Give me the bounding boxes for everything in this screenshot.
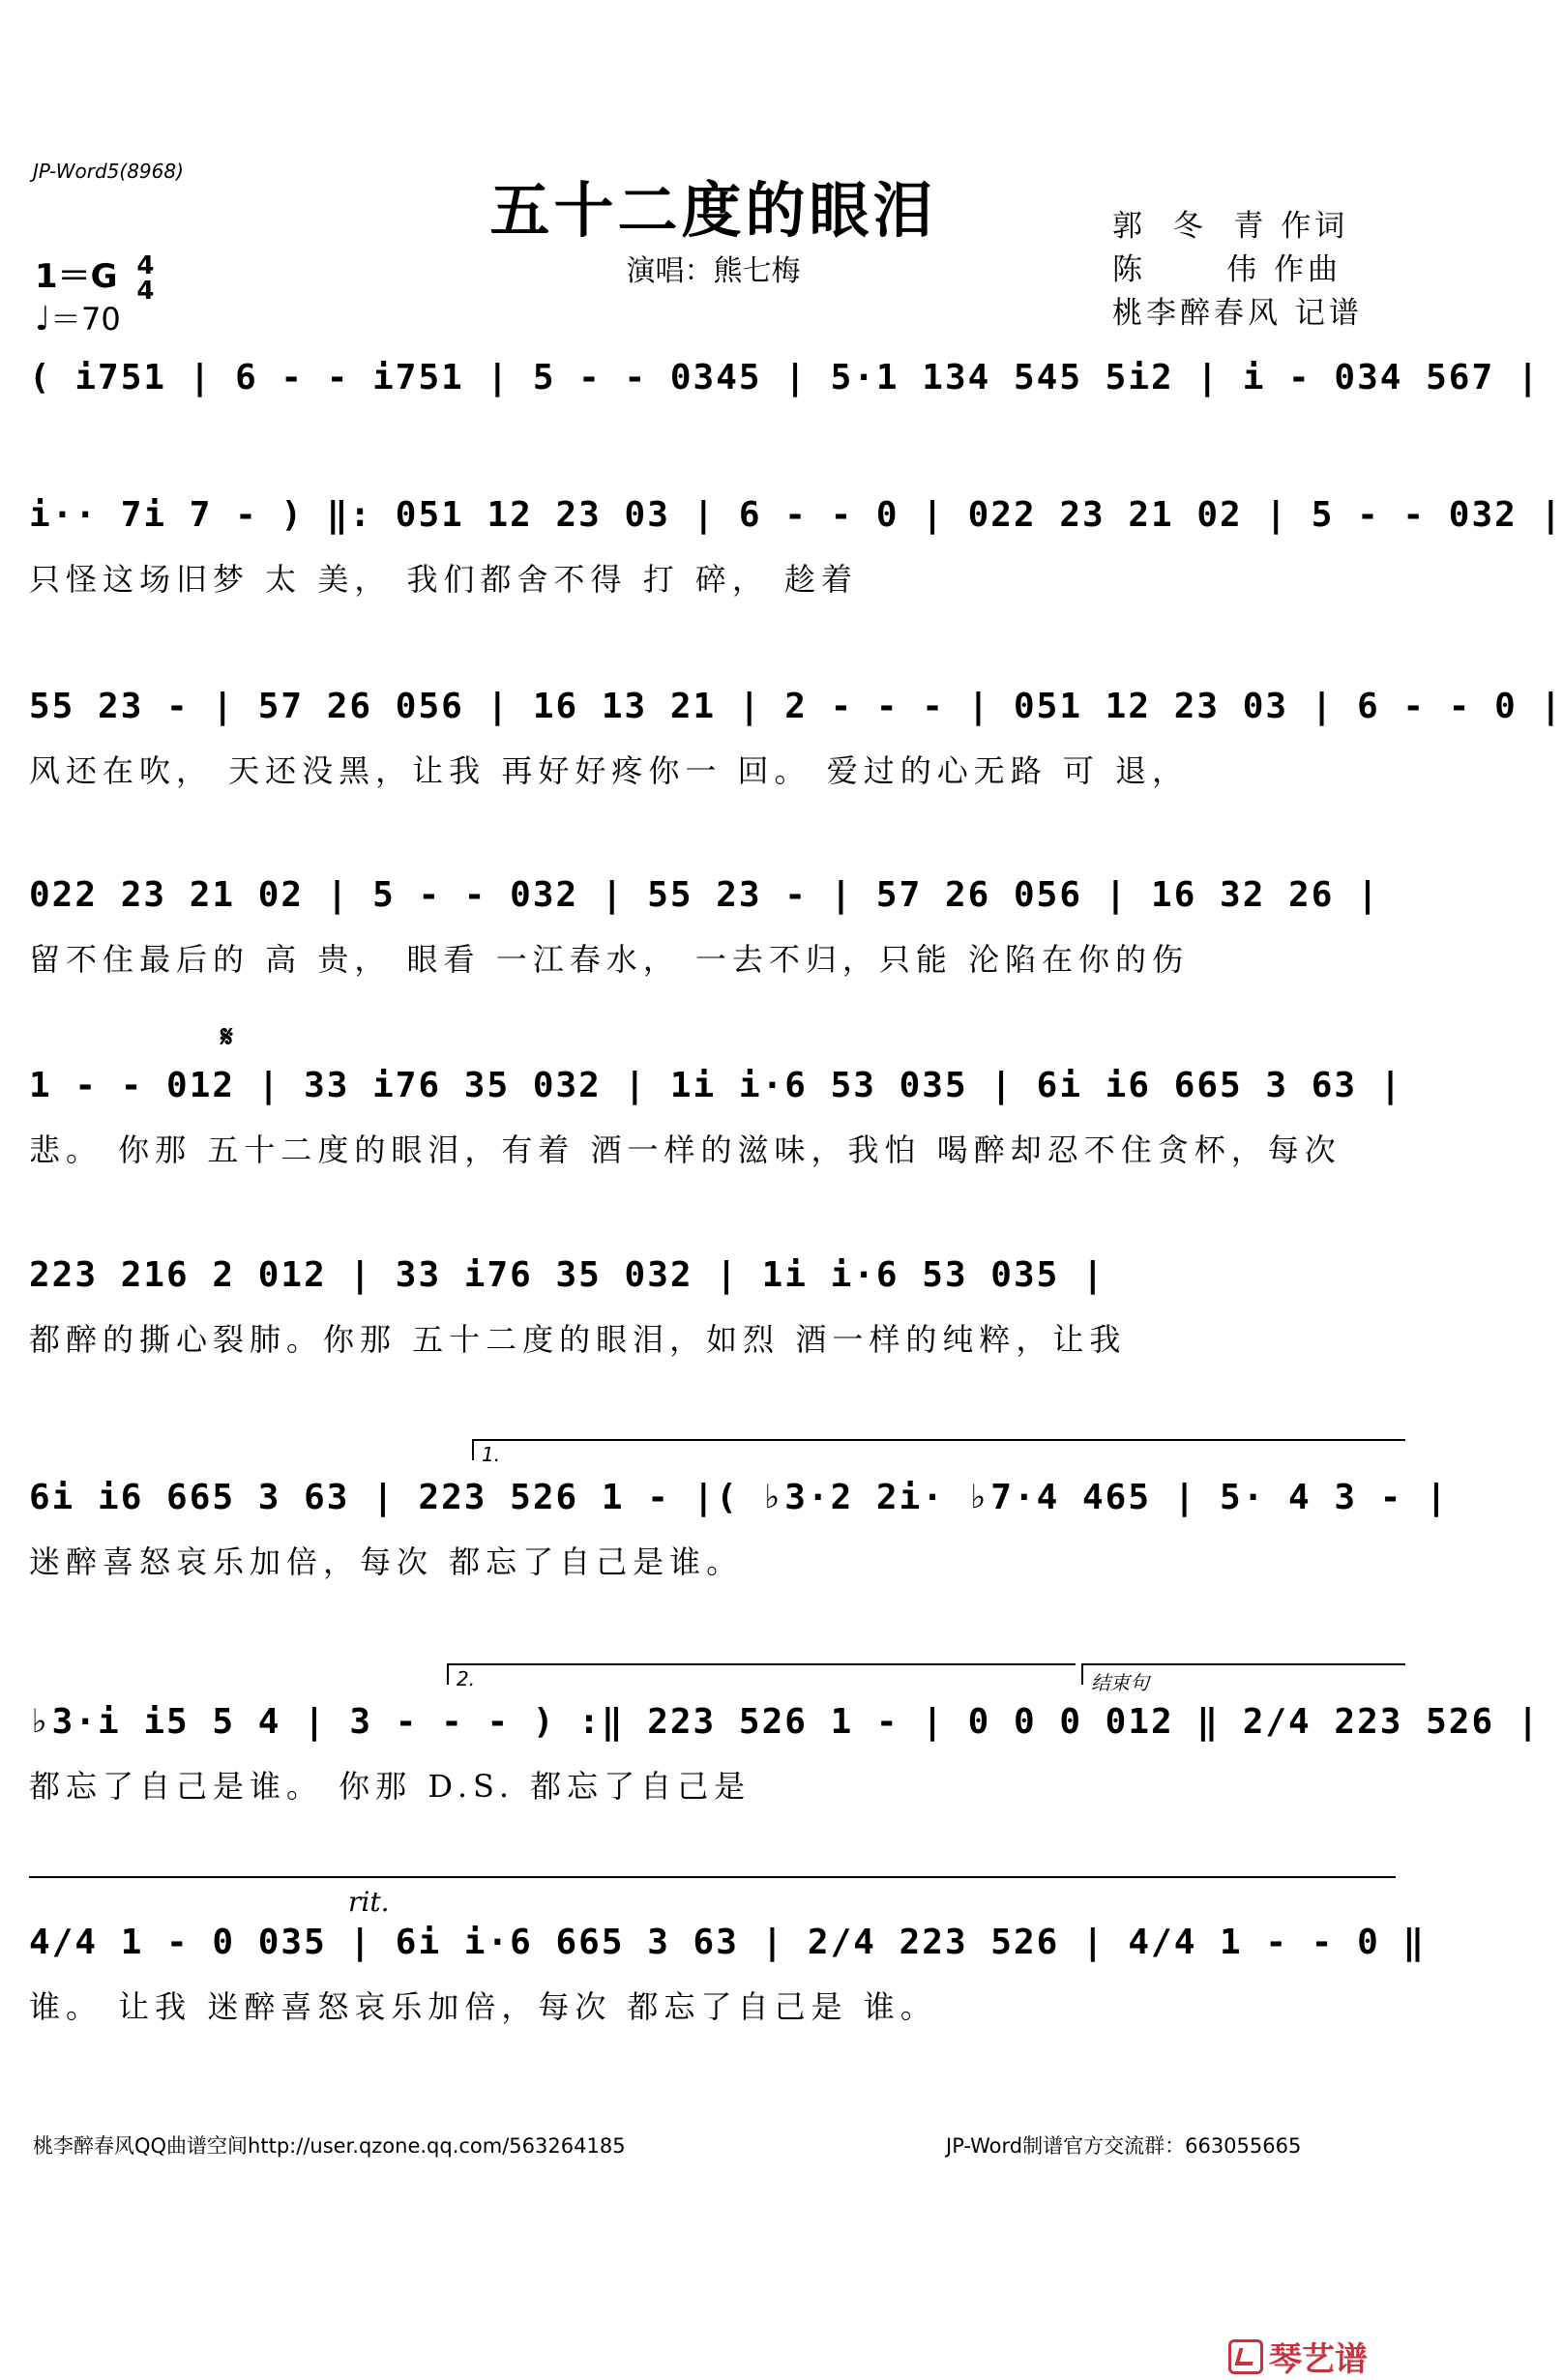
- notation: 1 - - 012 | 33 i76 35 032 | 1i i·6 53 035 | 6i i6 665 3 63 |: [29, 1066, 1403, 1105]
- coda-label: 结束句: [1081, 1663, 1405, 1685]
- footer-group: JP-Word制谱官方交流群：663055665: [946, 2134, 1302, 2158]
- score-line-3: [29, 687, 1563, 822]
- lyrics: 风还在吹， 天还没黑，让我 再好好疼你一 回。 爱过的心无路 可 退，: [29, 752, 1190, 789]
- score-line-5: [29, 1066, 1403, 1201]
- score-line-4: [29, 875, 1398, 1011]
- ritardando-mark: rit.: [348, 1886, 390, 1918]
- volta-2: 2.: [447, 1663, 1076, 1685]
- footer-source: 桃李醉春风QQ曲谱空间http://user.qzone.qq.com/563264185: [33, 2134, 626, 2158]
- score-line-9: [29, 1923, 1427, 2058]
- software-label: JP-Word5(8968): [33, 160, 184, 183]
- notation: 4/4 1 - 0 035 | 6i i·6 665 3 63 | 2/4 223 526 | 4/4 1 - - 0 ‖: [29, 1923, 1427, 1962]
- volta-1: 1.: [472, 1439, 1405, 1460]
- tempo-marking: [35, 295, 121, 339]
- key-label: 1＝G: [35, 257, 118, 296]
- time-bottom: 4: [136, 276, 155, 306]
- lyricist: 郭 冬 青 作词: [1112, 209, 1349, 244]
- credits: [1112, 205, 1363, 336]
- time-top: 4: [136, 250, 155, 280]
- score-line-7: [29, 1478, 1449, 1613]
- quarter-note-icon: ♩: [35, 300, 51, 338]
- bracket-line: [29, 1876, 1396, 1878]
- segno-icon: 𝄋: [221, 1020, 233, 1054]
- watermark-text: 琴艺谱: [1269, 2340, 1368, 2379]
- score-line-6: [29, 1255, 1398, 1391]
- notation: 55 23 - | 57 26 056 | 16 13 21 | 2 - - - | 051 12 23 03 | 6 - - 0 |: [29, 687, 1563, 726]
- transcriber: 桃李醉春风 记谱: [1112, 296, 1363, 331]
- page-title: 五十二度的眼泪: [489, 175, 937, 246]
- score-line-1: [29, 358, 1541, 493]
- composer: 陈 伟 作曲: [1112, 252, 1342, 287]
- notation: 223 216 2 012 | 33 i76 35 032 | 1i i·6 53 035 |: [29, 1255, 1106, 1295]
- lyrics: 迷醉喜怒哀乐加倍，每次 都忘了自己是谁。: [29, 1543, 744, 1580]
- notation: ♭3·i i5 5 4 | 3 - - - ) :‖ 223 526 1 - | 0 0 0 012 ‖ 2/4 223 526 |: [29, 1702, 1541, 1742]
- watermark: [1228, 2333, 1368, 2380]
- notation: 6i i6 665 3 63 | 223 526 1 - |( ♭3·2 2i· ♭7·4 465 | 5· 4 3 - |: [29, 1478, 1449, 1517]
- lyrics: 都醉的撕心裂肺。你那 五十二度的眼泪，如烈 酒一样的纯粹，让我: [29, 1321, 1127, 1358]
- singer: 演唱：熊七梅: [626, 254, 801, 288]
- lyrics: 悲。 你那 五十二度的眼泪，有着 酒一样的滋味，我怕 喝醉却忍不住贪杯，每次: [29, 1131, 1342, 1168]
- tempo-value: ＝70: [50, 301, 121, 338]
- time-signature: [136, 250, 155, 306]
- notation: ( i751 | 6 - - i751 | 5 - - 0345 | 5·1 134 545 5i2 | i - 034 567 |: [29, 358, 1541, 397]
- lyrics: 都忘了自己是谁。 你那 D.S. 都忘了自己是: [29, 1768, 752, 1805]
- score-line-2: [29, 495, 1563, 631]
- lyrics: 只怪这场旧梦 太 美， 我们都舍不得 打 碎， 趁着: [29, 561, 859, 598]
- logo-icon: [1228, 2339, 1263, 2374]
- score-line-8: [29, 1702, 1541, 1837]
- lyrics: 留不住最后的 高 贵， 眼看 一江春水， 一去不归，只能 沦陷在你的伤: [29, 941, 1190, 978]
- notation: i·· 7i 7 - ) ‖: 051 12 23 03 | 6 - - 0 | 022 23 21 02 | 5 - - 032 |: [29, 495, 1563, 535]
- notation: 022 23 21 02 | 5 - - 032 | 55 23 - | 57 26 056 | 16 32 26 |: [29, 875, 1380, 915]
- lyrics: 谁。 让我 迷醉喜怒哀乐加倍，每次 都忘了自己是 谁。: [29, 1988, 937, 2025]
